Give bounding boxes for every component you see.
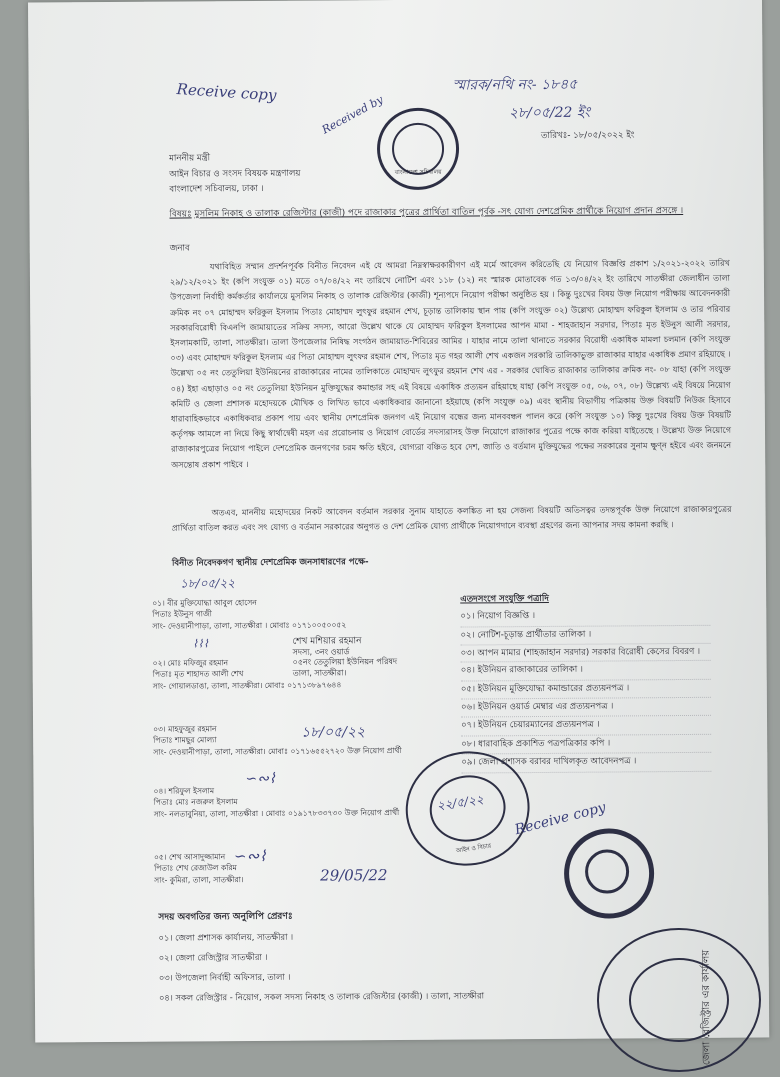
enclosure-item: ০১। নিয়োগ বিজ্ঞপ্তি । bbox=[460, 607, 710, 627]
signatory-3: ০৩। মাহফুজুর রহমান পিতাঃ শামছুর মোল্যা সাং- দেওয়ানীপাড়া, তালা, সাতক্ষীরা। মোবাঃ ০১৭১৬৫৫২৭২০ উক্ত নিয়োগ প্রার্থী bbox=[153, 724, 402, 757]
subject-line: বিষয়ঃ মুসলিম নিকাহ ও তালাক রেজিস্টার (কাজী) পদে রাজাকার পুত্রের প্রার্থিতা বাতিল পূর্বক -সৎ যোগ্য দেশপ্রেমিক প্রার্থীকে নিয়োগ প্রদান প্রসঙ্গে । bbox=[169, 205, 684, 220]
member-block: শেখ মশিয়ার রহমান সদস্য, ৩নং ওয়ার্ড ০৫নং তেতুলিয়া ইউনিয়ন পরিষদ তালা, সাতক্ষীরা। bbox=[292, 636, 398, 678]
received-copy-note: Receive copy bbox=[176, 80, 277, 105]
enclosure-item: ০৪। ইউনিয়ন রাজাকারের তালিকা । bbox=[461, 661, 711, 681]
cc-item: ০৩। উপজেলা নির্বাহী অফিসার, তালা । bbox=[158, 971, 291, 983]
round-seal bbox=[564, 828, 655, 919]
enclosure-item: ০৯। জেলা প্রশাসক বরাবর দাখিলকৃত আবেদনপত্র । bbox=[461, 753, 711, 773]
memo-date: ২৮/০৫/22 ইং bbox=[508, 104, 591, 122]
enclosure-item: ০৬। ইউনিয়ন ওয়ার্ড মেম্বার এর প্রত্যয়নপত্র । bbox=[461, 698, 711, 718]
closing-line: বিনীত নিবেদকগণ স্থানীয় দেশপ্রেমিক জনসাধারণের পক্ষে- bbox=[171, 557, 369, 569]
registrar-seal: জেলা রেজিস্ট্রার এর কার্যালয় bbox=[596, 927, 761, 1072]
addressee-block: মাননীয় মন্ত্রী আইন বিচার ও সংসদ বিষয়ক মন্ত্রণালয় বাংলাদেশ সচিবালয়, ঢাকা । bbox=[169, 153, 301, 195]
cc-item: ০১। জেলা প্রশাসক কার্যালয়, সাতক্ষীরা । bbox=[158, 931, 294, 943]
cc-item: ০৪। সকল রেজিস্ট্রার - নিয়োগ, সকল সদস্য নিকাহ ও তালাক রেজিস্টার (কাজী) । তালা, সাতক্ষীরা bbox=[158, 990, 485, 1003]
ministry-seal: বাংলাদেশ সচিবালয় bbox=[377, 108, 460, 191]
signature-3-date: ১৮/০৫/২২ bbox=[301, 724, 366, 741]
office-seal: ২২/৫/২২ আইন ও বিচার bbox=[398, 743, 537, 874]
enclosure-list: এতদসংগে সংযুক্তি পত্রাদি ০১। নিয়োগ বিজ্ঞপ্তি । ০২। নোটিশ-চূড়ান্ত প্রার্থীতার তালিকা । ০৩। আপন মামার (শাহজাহান সরদার) সরকার বিরোধী কেসের বিবরণ । ০৪। ইউনিয়ন রাজাকারের তালিকা । ০৫। ইউনিয়ন মুক্তিযোদ্ধা কমান্ডারের প্রত্যয়নপত্র । ০৬। ইউনিয়ন ওয়ার্ড মেম্বার এর প্রত্যয়নপত্র । ০৭। ইউনিয়ন চেয়ারম্যানের প্রত্যয়নপত্র । ০৮। ধারাবাহিক প্রকাশিত পত্রপত্রিকার কপি । ০৯। জেলা প্রশাসক বরাবর দাখিলকৃত আবেদনপত্র । bbox=[460, 590, 711, 773]
salutation: জনাব bbox=[169, 243, 190, 254]
receive-handwriting: Receive copy bbox=[513, 799, 608, 839]
signatory-1: ০১। বীর মুক্তিযোদ্ধা আবুল হোসেন পিতাঃ ইউনুস গাজী সাং- দেওয়ানীপাড়া, তালা, সাতক্ষীরা । মোবাঃ ০১৭১০০৫০০৫২ bbox=[152, 597, 347, 631]
enclosure-item: ০৮। ধারাবাহিক প্রকাশিত পত্রপত্রিকার কপি । bbox=[461, 735, 711, 755]
enclosure-item: ০৭। ইউনিয়ন চেয়ারম্যানের প্রত্যয়নপত্র । bbox=[461, 716, 711, 736]
signature-5-date: 29/05/22 bbox=[320, 866, 388, 885]
signature-4: ∽∾⌇ bbox=[245, 770, 276, 788]
enclosure-item: ০৩। আপন মামার (শাহজাহান সরদার) সরকার বিরোধী কেসের বিবরণ । bbox=[461, 644, 711, 663]
signature-1: ১৮/০৫/২২ bbox=[180, 576, 235, 591]
signature-5: ∽∾⌇ bbox=[233, 846, 267, 866]
signature-2: ⌇⌇⌇ bbox=[192, 637, 209, 651]
cc-item: ০২। জেলা রেজিস্ট্রার সাতক্ষীরা । bbox=[158, 951, 268, 963]
received-by-note: Received by bbox=[319, 93, 386, 137]
cc-title: সদয় অবগতির জন্য অনুলিপি প্রেরণঃ bbox=[158, 911, 293, 923]
signatory-5: ০৫। শেখ আসাদুজ্জামান পিতাঃ শেখ রেজাউল করিম সাং- কুমিরা, তালা, সাতক্ষীরা। bbox=[153, 852, 244, 885]
letter-date: তারিখঃ- ১৮/০৫/২০২২ ইং bbox=[540, 130, 635, 141]
enclosure-item: ০৫। ইউনিয়ন মুক্তিযোদ্ধা কমান্ডারের প্রত্যয়নপত্র । bbox=[461, 679, 711, 699]
enclosure-item: ০২। নোটিশ-চূড়ান্ত প্রার্থীতার তালিকা । bbox=[460, 626, 710, 646]
signatory-4: ০৪। শরিফুল ইসলাম পিতাঃ মোঃ নজরুল ইসলাম সাং- নলতাবুনিয়া, তালা, সাতক্ষীরা । মোবাঃ ০১৯১৭৮৩৩৭৩০ উক্ত নিয়োগ প্রার্থী bbox=[153, 786, 400, 819]
signatory-2: ০২। মোঃ মফিজুর রহমান পিতাঃ মৃত শাহাদত আলী শেখ সাং- গোয়ালডাঙা, তালা, সাতক্ষীরা। মোবাঃ ০১৭১৩৮৯৭৬৪৪ bbox=[152, 658, 342, 691]
memo-number: স্মারক/নথি নং- ১৮৪৫ bbox=[452, 76, 578, 94]
letter-page bbox=[28, 0, 769, 1066]
body-paragraph-1: যথাবিহিত সম্মান প্রদর্শনপূর্বক বিনীত নিবেদন এই যে আমরা নিম্নস্বাক্ষরকারীগণ এই মর্মে আবেদন করিতেছি যে নিয়োগ বিজ্ঞপ্তি প্রকাশ ১/২০২১-২০২২ তারিখ ২৯/১২/২০২১ ইং (কপি সংযুক্ত ০১) মতে ০৭/০৪/২২ নং তারিখে নোটিশ এবং ১১৮ (১২) নং স্মারক মোতাবেক গত ১৩/০৪/২২ ইং তারিখে সাতক্ষীরা জেলাধীন তালা উপজেলা নির্বাহী কর্মকর্তার কার্যালয়ে মুসলিম নিকাহ ও তালাক রেজিস্টার (কাজী) শূন্যপদে নিয়োগ পরীক্ষা অনুষ্ঠিত হয় । কিন্তু দুঃখের বিষয় উক্ত নিয়োগ পরীক্ষায় আবেদনকারী ক্রমিক নং ০৭ মোহাম্মদ ফরিকুল ইসলাম পিতাঃ মোহাম্মদ লুৎফুর রহমান শেখ, চূড়ান্ত তালিকায় স্থান পায় (কপি সংযুক্ত ০২) উল্লেখ্য মোহাম্মদ ফরিকুল ইসলাম ও তার পরিবার সরকারবিরোধী বিএনপি জামায়াতের সক্রিয় সদস্য, আরো উল্লেখ থাকে যে মোহাম্মদ ফরিকুল ইসলামের আপন মামা - শাহজাহান সরদার, পিতাঃ মৃত ইউনুস আলী সরদার, ইসলামকাটি, তালা, সাতক্ষীরা। তালা উপজেলার নিষিদ্ধ সংগঠন জামায়াত-শিবিরের আমির । যাহার নামে তালা থানাতে সরকার বিরোধী একাধিক মামলা চলমান (কপি সংযুক্ত ০৩) এবং মোহাম্মদ ফরিকুল ইসলাম এর পিতা মোহাম্মদ লুৎফর রহমান শেখ, পিতাঃ মৃত গহর আলী শেখ একজন সরকারি তালিকাভুক্ত রাজাকার যাহার একাধিক প্রমাণ রহিয়াছে । উল্লেখ্য ০৫ নং তেতুলিয়া ইউনিয়নের রাজাকারের নামের তালিকাতে মোহাম্মদ লুৎফুর রহমান শেখ এর - সরকার ঘোষিত রাজাকার তালিকার ক্রমিক নং- ০৮ যাহা (কপি সংযুক্ত ০৪) ইহা এছাড়াও ০৫ নং তেতুলিয়া ইউনিয়ন মুক্তিযুদ্ধের কমান্ডার সহ এই বিষয়ে একাধিক প্রত্যয়ন রহিয়াছে যাহা (কপি সংযুক্ত ০৫, ০৬, ০৭, ০৮) উল্লেখ্য এই বিষয়ে নিয়োগ কমিটি ও জেলা প্রশাসক মহোদয়কে মৌখিক ও লিখিত ভাবে একাধিকবার জানানো হইয়াছে (কপি সংযুক্ত ০৯) এবং স্থানীয় বিভাগীয় পত্রিকায় উক্ত বিষয়টি নিউজ হিসাবে ধারাবাহিকভাবে একাধিকবার প্রকাশ পায় এবং স্থানীয় দেশপ্রেমিক জনগণ এই নিয়োগ বন্ধের জন্য মানববন্ধন পালন করে (কপি সংযুক্ত ১০) কিন্তু দুঃখের বিষয় উক্ত বিষয়টি কর্তৃপক্ষ আমলে না নিয়ে কিছু স্বার্থান্বেষী মহল এর প্ররোচনায় ও নিয়োগ বোর্ডের সদস্যরাসহ উক্ত নিয়োগে রাজাকার পুত্রের পক্ষে কাজ করিয়া যাইতেছে । উল্লেখ্য উক্ত নিয়োগে রাজাকারপুত্রের নিয়োগ পাইলে দেশপ্রেমিক জনগণের চরম ক্ষতি হইবে, যোগ্যরা বঞ্চিত হবে দেশ, জাতি ও বর্তমান মুক্তিযুদ্ধের পক্ষের সরকারের সুনাম ক্ষুণ্ন হইবে এবং জনমনে অসন্তোষ প্রকাশ পাইবে । bbox=[169, 257, 732, 470]
body-paragraph-2: অতএব, মাননীয় মহোদয়ের নিকট আবেদন বর্তমান সরকার সুনাম যাহাতে কলঙ্কিত না হয় সেজন্য বিষয়টি অতিসত্বর তদন্তপূর্বক উক্ত নিয়োগে রাজাকারপুত্রের প্রার্থিতা বাতিল করত এবং সৎ যোগ্য ও বর্তমান সরকারের অনুগত ও দেশ প্রেমিক যোগ্য প্রার্থীকে নিয়োগদানে ব্যবস্থা গ্রহণের জন্য আপনার সদয় কামনা করছি । bbox=[171, 503, 732, 533]
